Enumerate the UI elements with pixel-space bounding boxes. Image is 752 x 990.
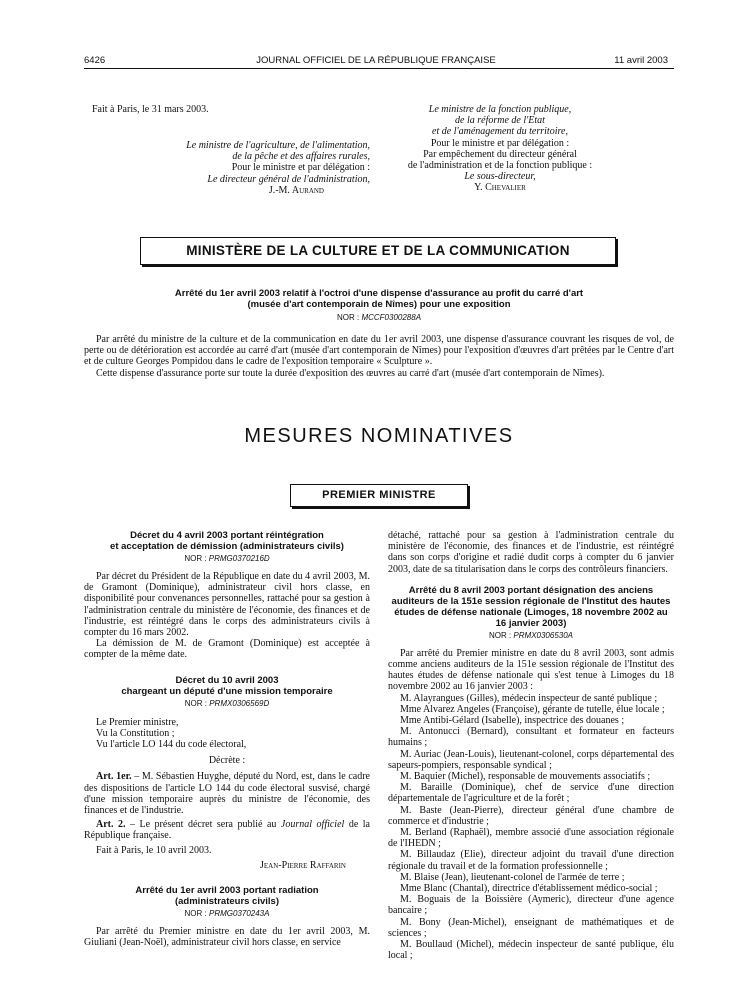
decrete: Décrète : (208, 755, 246, 767)
title-line: chargeant un député d'une mission temporaire (121, 685, 333, 697)
nor-line (84, 313, 674, 322)
article-text: – Le présent décret sera publié au (125, 819, 281, 831)
article-text: – M. Sébastien Huyghe, député du Nord, est, dans le cadre des dispositions de l'article LO 144 du code électoral susvisé, chargé d'une mission temporaire auprès du ministre de l'économie, des finances et de l'industrie. (84, 771, 370, 817)
sig-right-name: Y. Chevalier (474, 182, 526, 194)
signature-place-date: Fait à Paris, le 31 mars 2003. (92, 104, 209, 115)
title-line: Arrêté du 1er avril 2003 relatif à l'octroi d'une dispense d'assurance au profit du carré d'art (174, 288, 584, 299)
nor-code: PRMX0306569D (209, 698, 270, 708)
list-item: Mme Blanc (Chantal), directrice d'établissement médico-social ; (400, 883, 658, 895)
list-item: M. Bony (Jean-Michel), enseignant de mathématiques et de sciences ; (388, 916, 674, 939)
nor-code: MCCF0300288A (361, 313, 422, 322)
visa-line: Vu l'article LO 144 du code électoral, (96, 739, 247, 751)
nor-code: PRMG0370243A (208, 909, 270, 919)
decret-2-articles (84, 771, 370, 871)
sig-left-line: Pour le ministre et par délégation : (231, 162, 370, 174)
paragraph: La démission de M. de Gramont (Dominique) est acceptée à compter de la même date. (84, 638, 370, 661)
list-item: M. Blaise (Jean), lieutenant-colonel de l'armée de terre ; (400, 871, 625, 883)
title-line: (administrateurs civils) (174, 896, 279, 908)
nor-line: NOR : PRMX0306530A (488, 630, 574, 640)
nor-code: PRMG0370216D (208, 554, 270, 563)
sig-left-line: Le ministre de l'agriculture, de l'alimentation, (186, 140, 370, 151)
title-line: Décret du 4 avril 2003 portant réintégration (130, 530, 324, 541)
sig-left-line: Le directeur général de l'administration, (207, 173, 370, 185)
decret-1-title (84, 530, 370, 552)
list-item: M. Baraille (Dominique), chef de service d'une direction départementale de l'agriculture et de la forêt ; (388, 782, 674, 805)
list-item: M. Boguais de la Boissière (Aymeric), directeur d'une agence bancaire ; (388, 894, 674, 917)
decret-2-visas (84, 717, 370, 767)
journal-date: 11 avril 2003 (614, 55, 668, 66)
sig-right-line: Le ministre de la fonction publique, (428, 104, 572, 115)
title-line: Arrêté du 1er avril 2003 portant radiation (135, 885, 319, 897)
title-line: et acceptation de démission (administrateurs civils) (110, 541, 344, 552)
decret-2-title (84, 675, 370, 697)
paragraph: Par arrêté du Premier ministre en date du 8 avril 2003, sont admis comme anciens auditeurs de la 151e session régionale de l'Institut des hautes études de défense nationale qui s'est tenue à Limoges du 18 novembre 2002 au 16 janvier 2003 : (388, 647, 674, 693)
journal-title: JOURNAL OFFICIEL DE LA RÉPUBLIQUE FRANÇAISE (256, 55, 496, 66)
list-item: M. Antonucci (Bernard), consultant et formateur en facteurs humains ; (388, 726, 674, 749)
decret-1-body (84, 571, 370, 661)
sig-left-line: de la pêche et des affaires rurales, (232, 151, 370, 163)
arrete-ihedn-body (388, 648, 674, 962)
visa-line: Le Premier ministre, (96, 716, 179, 728)
arrete-radiation-title (84, 885, 370, 907)
article-text: Journal officiel (280, 819, 345, 831)
list-item: M. Baquier (Michel), responsable de mouvements associatifs ; (400, 771, 651, 783)
list-item: Mme Antibi-Gélard (Isabelle), inspectrice des douanes ; (400, 715, 625, 727)
paragraph: Par arrêté du ministre de la culture et de la communication en date du 1er avril 2003, une dispense d'assurance couvrant les risques de vol, de perte ou de détérioration est accordée au carré d'art (musée d'art contemporain de Nîmes) pour l'exposition d'œuvres d'art prêtées par le Centre d'art et de culture Georges Pompidou dans le cadre de l'exposition temporaire « Sculpture ». (84, 334, 674, 368)
sig-left-name: J.-M. Aurand (268, 184, 324, 196)
sig-right-line: Le sous-directeur, (464, 171, 536, 183)
paragraph: Par arrêté du Premier ministre en date du 1er avril 2003, M. Giuliani (Jean-Noël), administrateur civil hors classe, en service (84, 926, 370, 949)
premier-ministre-box: PREMIER MINISTRE (290, 484, 468, 507)
visa-line: Vu la Constitution ; (96, 727, 175, 739)
list-item: M. Alayrangues (Gilles), médecin inspecteur de santé publique ; (400, 692, 658, 704)
nor-code: PRMX0306530A (513, 630, 574, 640)
arrete-ihedn-title: Arrêté du 8 avril 2003 portant désignation des anciens auditeurs de la 151e session régionale de l'Institut des hautes études de défense nationale (Limoges, 18 novembre 2002 au 16 janvier 2003) (391, 584, 671, 629)
sig-right-line: de l'administration et de la fonction publique : (407, 160, 593, 172)
list-item: M. Boullaud (Michel), médecin inspecteur de santé publique, élu local ; (388, 939, 674, 962)
sig-right-line: et de l'aménagement du territoire, (432, 126, 568, 138)
signature-block-right (384, 104, 616, 194)
page-number: 6426 (84, 55, 106, 66)
signature-block-left (150, 140, 370, 196)
article-label: Art. 1er. (96, 771, 132, 783)
list-item: Mme Alvarez Angeles (Françoise), gérante de tutelle, élue locale ; (400, 703, 665, 715)
article-label: Art. 2. (96, 819, 126, 831)
arrete-culture-title (84, 288, 674, 310)
nor-line: NOR : PRMX0306569D (184, 698, 270, 708)
radiation-continuation (388, 530, 674, 575)
nor-label: NOR : (336, 313, 360, 322)
arrete-radiation-body (84, 926, 370, 948)
paragraph: détaché, rattaché pour sa gestion à l'administration centrale du ministère de l'économie, des finances et de l'industrie, est réintégré dans son corps d'origine et radié dudit corps à compter du 6 janvier 2003, date de sa titularisation dans le corps des contrôleurs financiers. (388, 530, 674, 575)
list-item: M. Auriac (Jean-Louis), lieutenant-colonel, corps départemental des sapeurs-pompiers, responsable syndical ; (388, 748, 674, 771)
list-item: M. Berland (Raphaël), membre associé d'une association régionale de l'IHEDN ; (388, 827, 674, 850)
title-line: (musée d'art contemporain de Nîmes) pour une exposition (247, 299, 511, 310)
fait-line: Fait à Paris, le 10 avril 2003. (96, 844, 212, 856)
signatory: Jean-Pierre Raffarin (260, 859, 346, 871)
article-text: de la République française. (84, 819, 370, 842)
ministry-box: MINISTÈRE DE LA CULTURE ET DE LA COMMUNICATION (140, 237, 616, 265)
list-item: M. Billaudaz (Elie), directeur adjoint du travail d'une direction régionale du travail et de la formation professionnelle ; (388, 849, 674, 872)
list-item: M. Baste (Jean-Pierre), directeur général d'une chambre de commerce et d'industrie ; (388, 804, 674, 827)
header-rule (84, 68, 674, 69)
left-column (84, 530, 370, 948)
sig-right-line: de la réforme de l'Etat (455, 115, 545, 127)
title-line: Décret du 10 avril 2003 (175, 674, 279, 686)
paragraph: Cette dispense d'assurance porte sur toute la durée d'exposition des œuvres au carré d'art (musée d'art contemporain de Nîmes). (96, 367, 605, 379)
section-title: MESURES NOMINATIVES (244, 425, 514, 447)
right-column (388, 530, 674, 962)
paragraph: Par décret du Président de la République en date du 4 avril 2003, M. de Gramont (Dominique), administrateur civil hors classe, en disponibilité pour convenances personnelles, rattaché pour sa gestion à l'administration centrale du ministère de l'économie, des finances et de l'industrie, est réintégré dans le corps des administrateurs civils à compter du 16 mars 2002. (84, 571, 370, 639)
arrete-culture-body (84, 334, 674, 379)
nor-line: NOR : PRMG0370216D (184, 554, 270, 563)
sig-right-line: Pour le ministre et par délégation : (430, 137, 570, 149)
nor-line: NOR : PRMG0370243A (184, 909, 270, 919)
sig-right-line: Par empêchement du directeur général (423, 148, 577, 160)
